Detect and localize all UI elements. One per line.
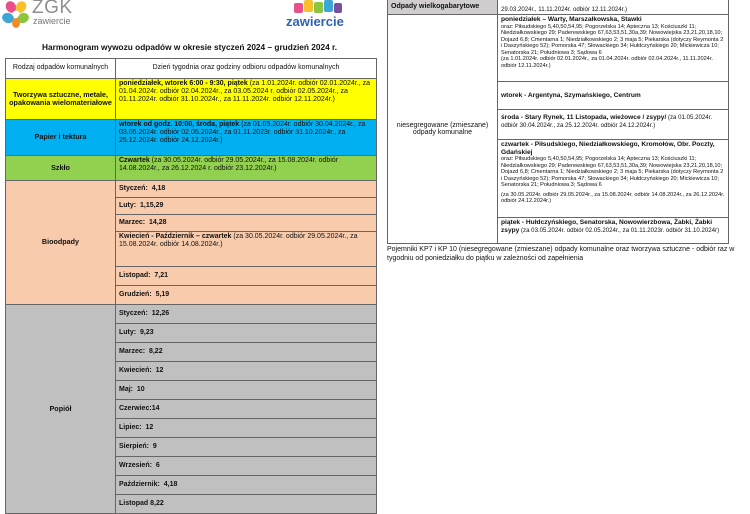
- glass-category: Szkło: [6, 156, 116, 181]
- mixed-thursday-dates: (za 30.05.2024r. odbiór 29.05.2024r., za 15.08.2024r. odbiór 14.08.2024r., za 26.12.2024r. odbiór 24.12.2024r.): [501, 191, 725, 205]
- ash-category: Popiół: [6, 305, 116, 514]
- ash-month: Listopad 8,22: [116, 495, 377, 514]
- bio-month: Grudzień: 5,19: [116, 286, 377, 305]
- header-pickup-days: Dzień tygodnia oraz godziny odbioru odpadów komunalnych: [116, 59, 377, 79]
- mixed-tuesday: [498, 82, 729, 110]
- zgk-logo: [2, 0, 92, 30]
- bio-row: [6, 181, 377, 198]
- glass-exceptions: (za 30.05.2024r. odbiór 29.05.2024r., za 15.08.2024r. odbiór 14.08.2024r., za 26.12.2024 r. odbiór 23.12.2024r.): [119, 157, 339, 173]
- paper-row: [6, 120, 377, 156]
- mixed-monday-streets: oraz: Piłsudskiego 5,40,50,54,95; Pogorzelska 14; Apteczna 13; Kościuszki 11; Niedziałkowskiego 29; Paderewskiego 67,63,53,51,30a,39; Nowowiejska 23,21,20,18,10; Dojazd 6,8; Cmentarna 1; Niedziałkowskiego 2; 3 maja 5; Piekarska (dotyczy Reymonta 2 i Daszyńskiego 52); Pomorska 47; Słowackiego 34; Hułdczyńskiego 20; Mickiewicza 10; Senatorska 21; Południowa 3; Sądowa 6: [501, 23, 724, 56]
- page-title: Harmonogram wywozu odpadów w okresie styczeń 2024 – grudzień 2024 r.: [42, 42, 338, 52]
- bio-category: Bioodpady: [6, 181, 116, 305]
- mixed-category: niesegregowane (zmieszane) odpady komunalne: [388, 15, 498, 244]
- mixed-wednesday-dates: (za 01.05.2024r. odbiór 30.04.2024r., za 25.12.2024r. odbiór 24.12.2024r.): [501, 114, 713, 129]
- ash-month: Październik: 4,18: [116, 476, 377, 495]
- bio-month: Marzec: 14,28: [116, 215, 377, 232]
- paper-exceptions: (za 01.05.2024r. odbiór 30.04.2024r., za 03.05.2024r. odbiór 02.05.2024r., za 01.11.2023r. odbiór 31.10.2024r., za 25.12.2024r. odbiór 24.12.2024r.): [119, 121, 366, 145]
- ash-month: Lipiec: 12: [116, 419, 377, 438]
- paper-schedule: [116, 120, 377, 156]
- plastics-schedule: [116, 79, 377, 120]
- plastics-category: Tworzywa sztuczne, metale, opakowania wielomateriałowe: [6, 79, 116, 120]
- plastics-row: [6, 79, 377, 120]
- zawiercie-logo: [286, 0, 356, 30]
- paper-category: Papier i tektura: [6, 120, 116, 156]
- glass-row: [6, 156, 377, 181]
- ash-row: [6, 305, 377, 324]
- bio-month: Listopad: 7,21: [116, 267, 377, 286]
- mixed-waste-table: [387, 0, 729, 244]
- mixed-monday-dates: (za 1.01.2024r. odbiór 02.01.2024r., za 01.04.2024r. odbiór 02.04.2024r., 11.11.2024r. odbiór 12.11.2024r.): [501, 56, 713, 69]
- schedule-table: [5, 58, 377, 514]
- ash-month: Kwiecień: 12: [116, 362, 377, 381]
- mixed-friday-title: piątek - Hułdczyńskiego, Senatorska, Nowowierzbowa, Żabki, Żabki zsypy: [501, 219, 713, 234]
- table-header-row: [6, 59, 377, 79]
- container-note: Pojemniki KP7 i KP 10 (niesegregowane (zmieszane) odpady komunalne oraz tworzywa sztuczne - odbiór raz w tygodniu od poniedziałku do piątku w zależności od zapełnienia: [387, 246, 735, 262]
- plastics-days: poniedziałek, wtorek 6:00 - 9:30, piątek: [119, 80, 248, 87]
- bio-month: Kwiecień - Październik – czwartek (za 30.05.2024r. odbiór 29.05.2024r., za 15.08.2024r. odbiór 14.08.2024r.): [116, 232, 377, 267]
- mixed-monday-title: poniedziałek – Warty, Marszałkowska, Stawki: [501, 16, 642, 23]
- bulky-schedule: 29.03.2024r., 11.11.2024r. odbiór 12.11.2024r.): [498, 0, 729, 15]
- glass-days: Czwartek: [119, 157, 150, 164]
- mixed-thursday: [498, 140, 729, 218]
- zawiercie-logo-text: zawiercie: [286, 14, 344, 29]
- plastics-exceptions: (za 1.01.2024r. odbiór 02.01.2024r., za 01.04.2024r. odbiór 02.04.2024r., za 03.05.2024 r. odbiór 02.05.2024r., za 01.11.2024r. odbiór 31.10.2024r., za 11.11.2024r. odbiór 12.11.2024r.): [119, 80, 370, 104]
- ash-month: Maj: 10: [116, 381, 377, 400]
- zgk-flower-icon: [2, 0, 30, 28]
- mixed-wednesday: [498, 110, 729, 140]
- ash-month: Marzec: 8,22: [116, 343, 377, 362]
- mixed-row: [388, 15, 729, 82]
- mixed-thursday-streets: oraz: Piłsudskiego 5,40,50,54,95; Pogorzelska 14; Apteczna 13; Kościuszki 11; Niedziałkowskiego 29; Paderewskiego 67,63,53,51,30a,39; Nowowiejska 23,21,20,18,10; Dojazd 6,8; Cmentarna 1; Niedziałkowskiego 2; 3 maja 5; Piekarska (dotyczy Reymonta 2 i Daszyńskiego 52); Pomorska 47; Słowackiego 34; Hułdczyńskiego 20; Mickiewicza 10; Senatorska 21; Południowa 3; Sądowa 6: [501, 156, 724, 189]
- ash-month: Wrzesień: 6: [116, 457, 377, 476]
- bio-month: Styczeń: 4,18: [116, 181, 377, 198]
- mixed-thursday-title: czwartek - Piłsudskiego, Niedziałkowskiego, Kromołów, Obr. Poczty, Gdańskiej: [501, 141, 715, 156]
- ash-month: Sierpień: 9: [116, 438, 377, 457]
- ash-month: Styczeń: 12,26: [116, 305, 377, 324]
- mixed-tuesday-title: wtorek - Argentyna, Szymańskiego, Centrum: [501, 91, 641, 99]
- zawiercie-mark-icon: [294, 0, 342, 15]
- zgk-logo-subtext: zawiercie: [33, 16, 71, 26]
- bio-month: Luty: 1,15,29: [116, 198, 377, 215]
- mixed-friday: [498, 218, 729, 244]
- paper-days: wtorek od godz. 10:00, środa, piątek: [119, 121, 240, 128]
- zgk-logo-text: ZGK: [32, 0, 73, 18]
- header-waste-type: Rodzaj odpadów komunalnych: [6, 59, 116, 79]
- ash-month: Luty: 9,23: [116, 324, 377, 343]
- bulky-row: [388, 0, 729, 15]
- mixed-friday-dates: (za 03.05.2024r. odbiór 02.05.2024r., za 01.11.2023r. odbiór 31.10.2024r): [519, 226, 720, 234]
- ash-month: Czerwiec:14: [116, 400, 377, 419]
- mixed-wednesday-title: środa - Stary Rynek, 11 Listopada, wieżowce / zsypy/: [501, 114, 667, 121]
- bulky-category: Odpady wielkogabarytowe: [388, 0, 498, 15]
- glass-schedule: [116, 156, 377, 181]
- mixed-monday: [498, 15, 729, 82]
